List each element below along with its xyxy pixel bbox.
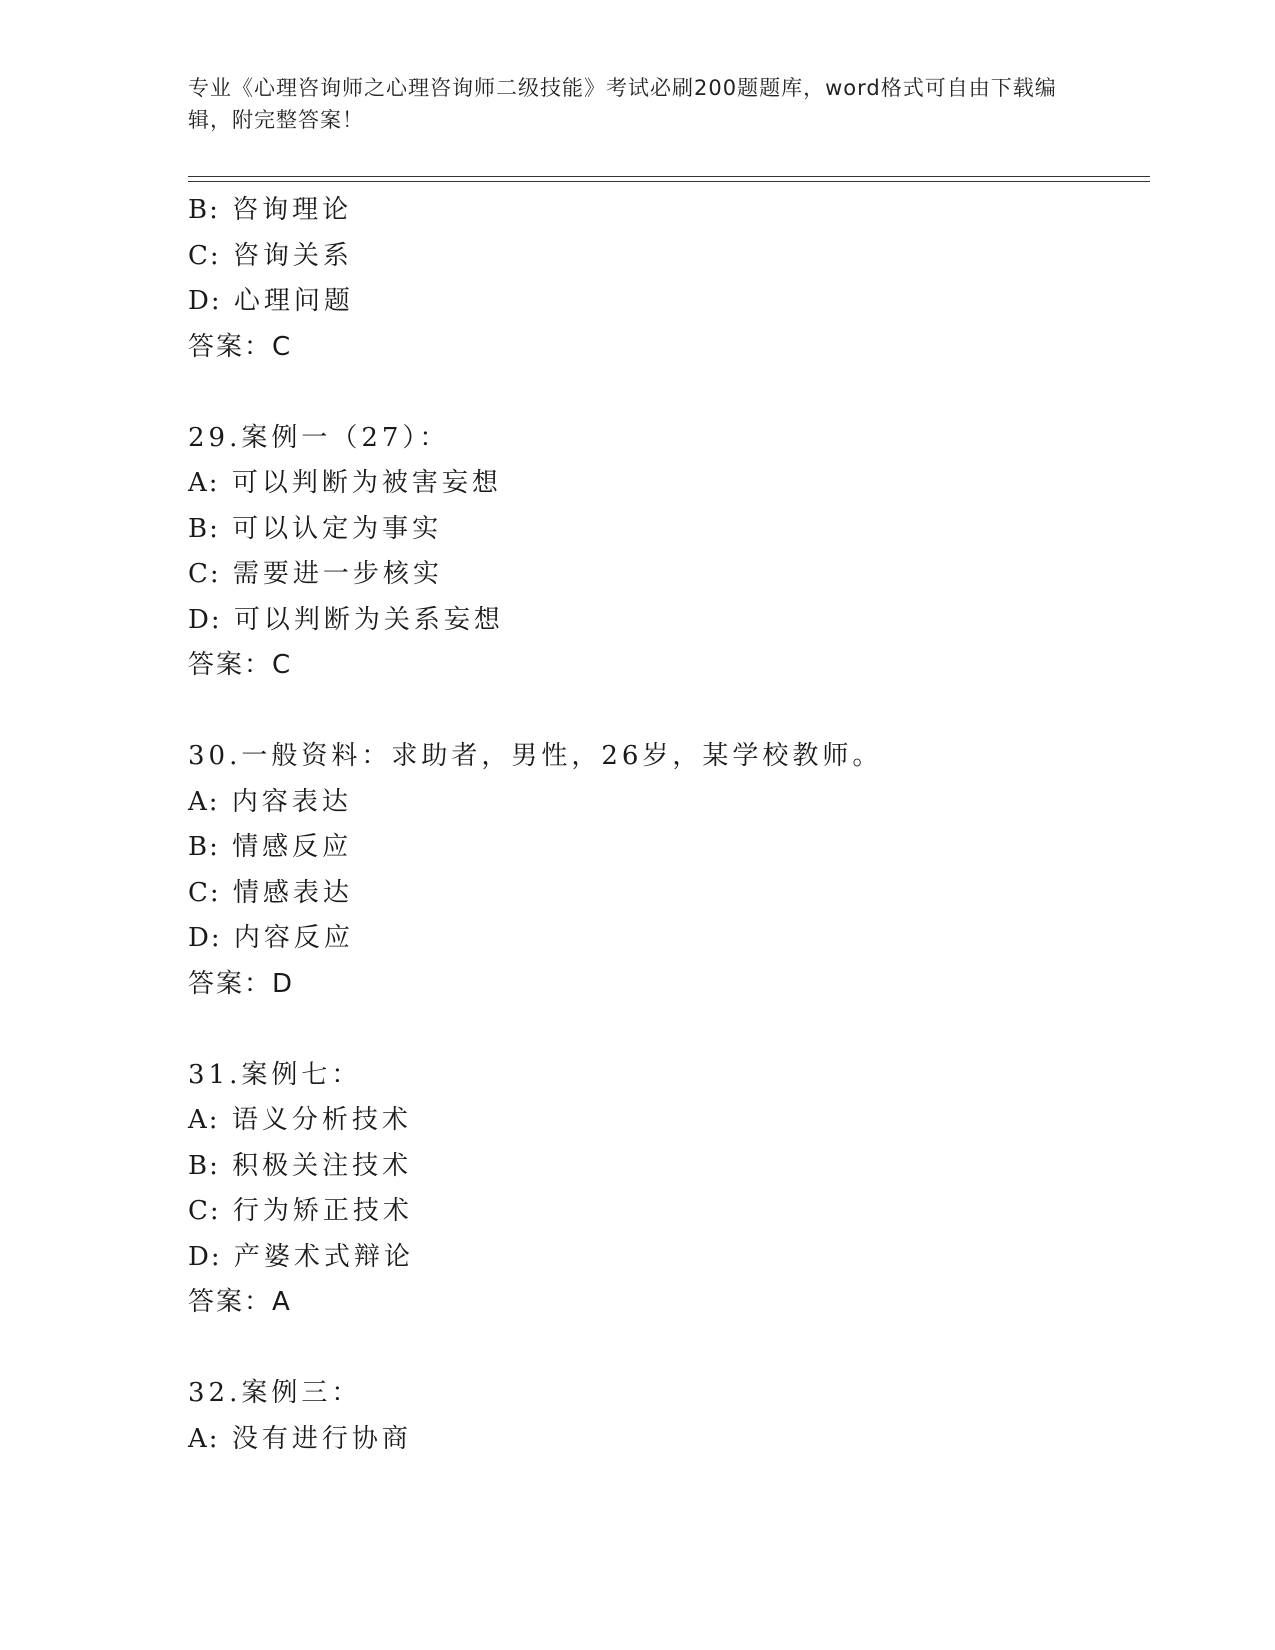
option-key: A:	[188, 1423, 220, 1454]
answer-line: 答案：D	[188, 968, 295, 999]
option-text: 行为矫正技术	[232, 1196, 413, 1226]
option-c	[188, 234, 1148, 280]
option-d	[188, 916, 1148, 962]
option-key: B:	[188, 1150, 220, 1181]
option-d	[188, 279, 1148, 325]
option-text: 情感表达	[232, 877, 353, 908]
option-a	[188, 461, 1148, 507]
option-key: D:	[188, 923, 222, 953]
option-c	[188, 552, 1148, 598]
option-text: 语义分析技术	[231, 1105, 412, 1135]
option-text: 可以判断为关系妄想	[233, 604, 504, 635]
option-text: 可以认定为事实	[232, 513, 443, 544]
option-b	[188, 825, 1148, 871]
option-c	[188, 871, 1148, 917]
option-key: D:	[188, 286, 222, 316]
question-block-29	[188, 416, 1148, 689]
spacer	[188, 370, 1148, 416]
header-text: 专业《心理咨询师之心理咨询师二级技能》考试必刷200题题库，word格式可自由下载编辑，附完整答案！	[188, 76, 1057, 132]
spacer	[188, 1326, 1148, 1372]
option-text: 需要进一步核实	[232, 559, 443, 589]
option-key: D:	[188, 604, 222, 635]
option-text: 咨询理论	[232, 195, 353, 225]
option-b	[188, 507, 1148, 553]
spacer	[188, 1007, 1148, 1053]
option-text: 内容反应	[233, 923, 354, 953]
option-key: C:	[188, 240, 221, 271]
option-key: B:	[188, 832, 220, 862]
option-a	[188, 1417, 1148, 1463]
option-key: B:	[188, 513, 220, 544]
option-text: 内容表达	[231, 786, 352, 817]
question-list	[188, 188, 1148, 1462]
option-text: 心理问题	[233, 286, 354, 316]
option-key: B:	[188, 195, 220, 225]
option-key: A:	[188, 468, 220, 498]
header-divider-bottom	[188, 181, 1150, 182]
option-d	[188, 1235, 1148, 1281]
question-stem: 29.案例一（27）：	[188, 422, 450, 453]
header-divider-top	[188, 176, 1150, 177]
option-a	[188, 1098, 1148, 1144]
answer-line: 答案：C	[188, 650, 293, 680]
question-stem: 32.案例三：	[188, 1378, 362, 1408]
question-stem: 31.案例七：	[188, 1059, 362, 1090]
option-c	[188, 1189, 1148, 1235]
document-header	[188, 72, 1068, 136]
option-key: A:	[188, 786, 220, 817]
option-key: C:	[188, 559, 221, 589]
option-a	[188, 780, 1148, 826]
option-text: 积极关注技术	[232, 1150, 413, 1181]
option-text: 没有进行协商	[231, 1423, 412, 1454]
option-d	[188, 598, 1148, 644]
question-stem: 30.一般资料：求助者，男性，26岁，某学校教师。	[188, 741, 883, 771]
option-b	[188, 1144, 1148, 1190]
option-text: 咨询关系	[232, 240, 353, 271]
option-text: 可以判断为被害妄想	[231, 468, 502, 498]
option-key: C:	[188, 1196, 221, 1226]
option-key: D:	[188, 1241, 222, 1272]
option-text: 产婆术式辩论	[233, 1241, 414, 1272]
question-block-32	[188, 1371, 1148, 1462]
question-block-30	[188, 734, 1148, 1007]
answer-line: 答案：A	[188, 1287, 292, 1317]
option-key: A:	[188, 1105, 220, 1135]
option-text: 情感反应	[232, 832, 353, 862]
option-b	[188, 188, 1148, 234]
answer-line: 答案：C	[188, 331, 293, 362]
question-block-31	[188, 1053, 1148, 1326]
question-block-prev	[188, 188, 1148, 370]
spacer	[188, 689, 1148, 735]
option-key: C:	[188, 877, 221, 908]
